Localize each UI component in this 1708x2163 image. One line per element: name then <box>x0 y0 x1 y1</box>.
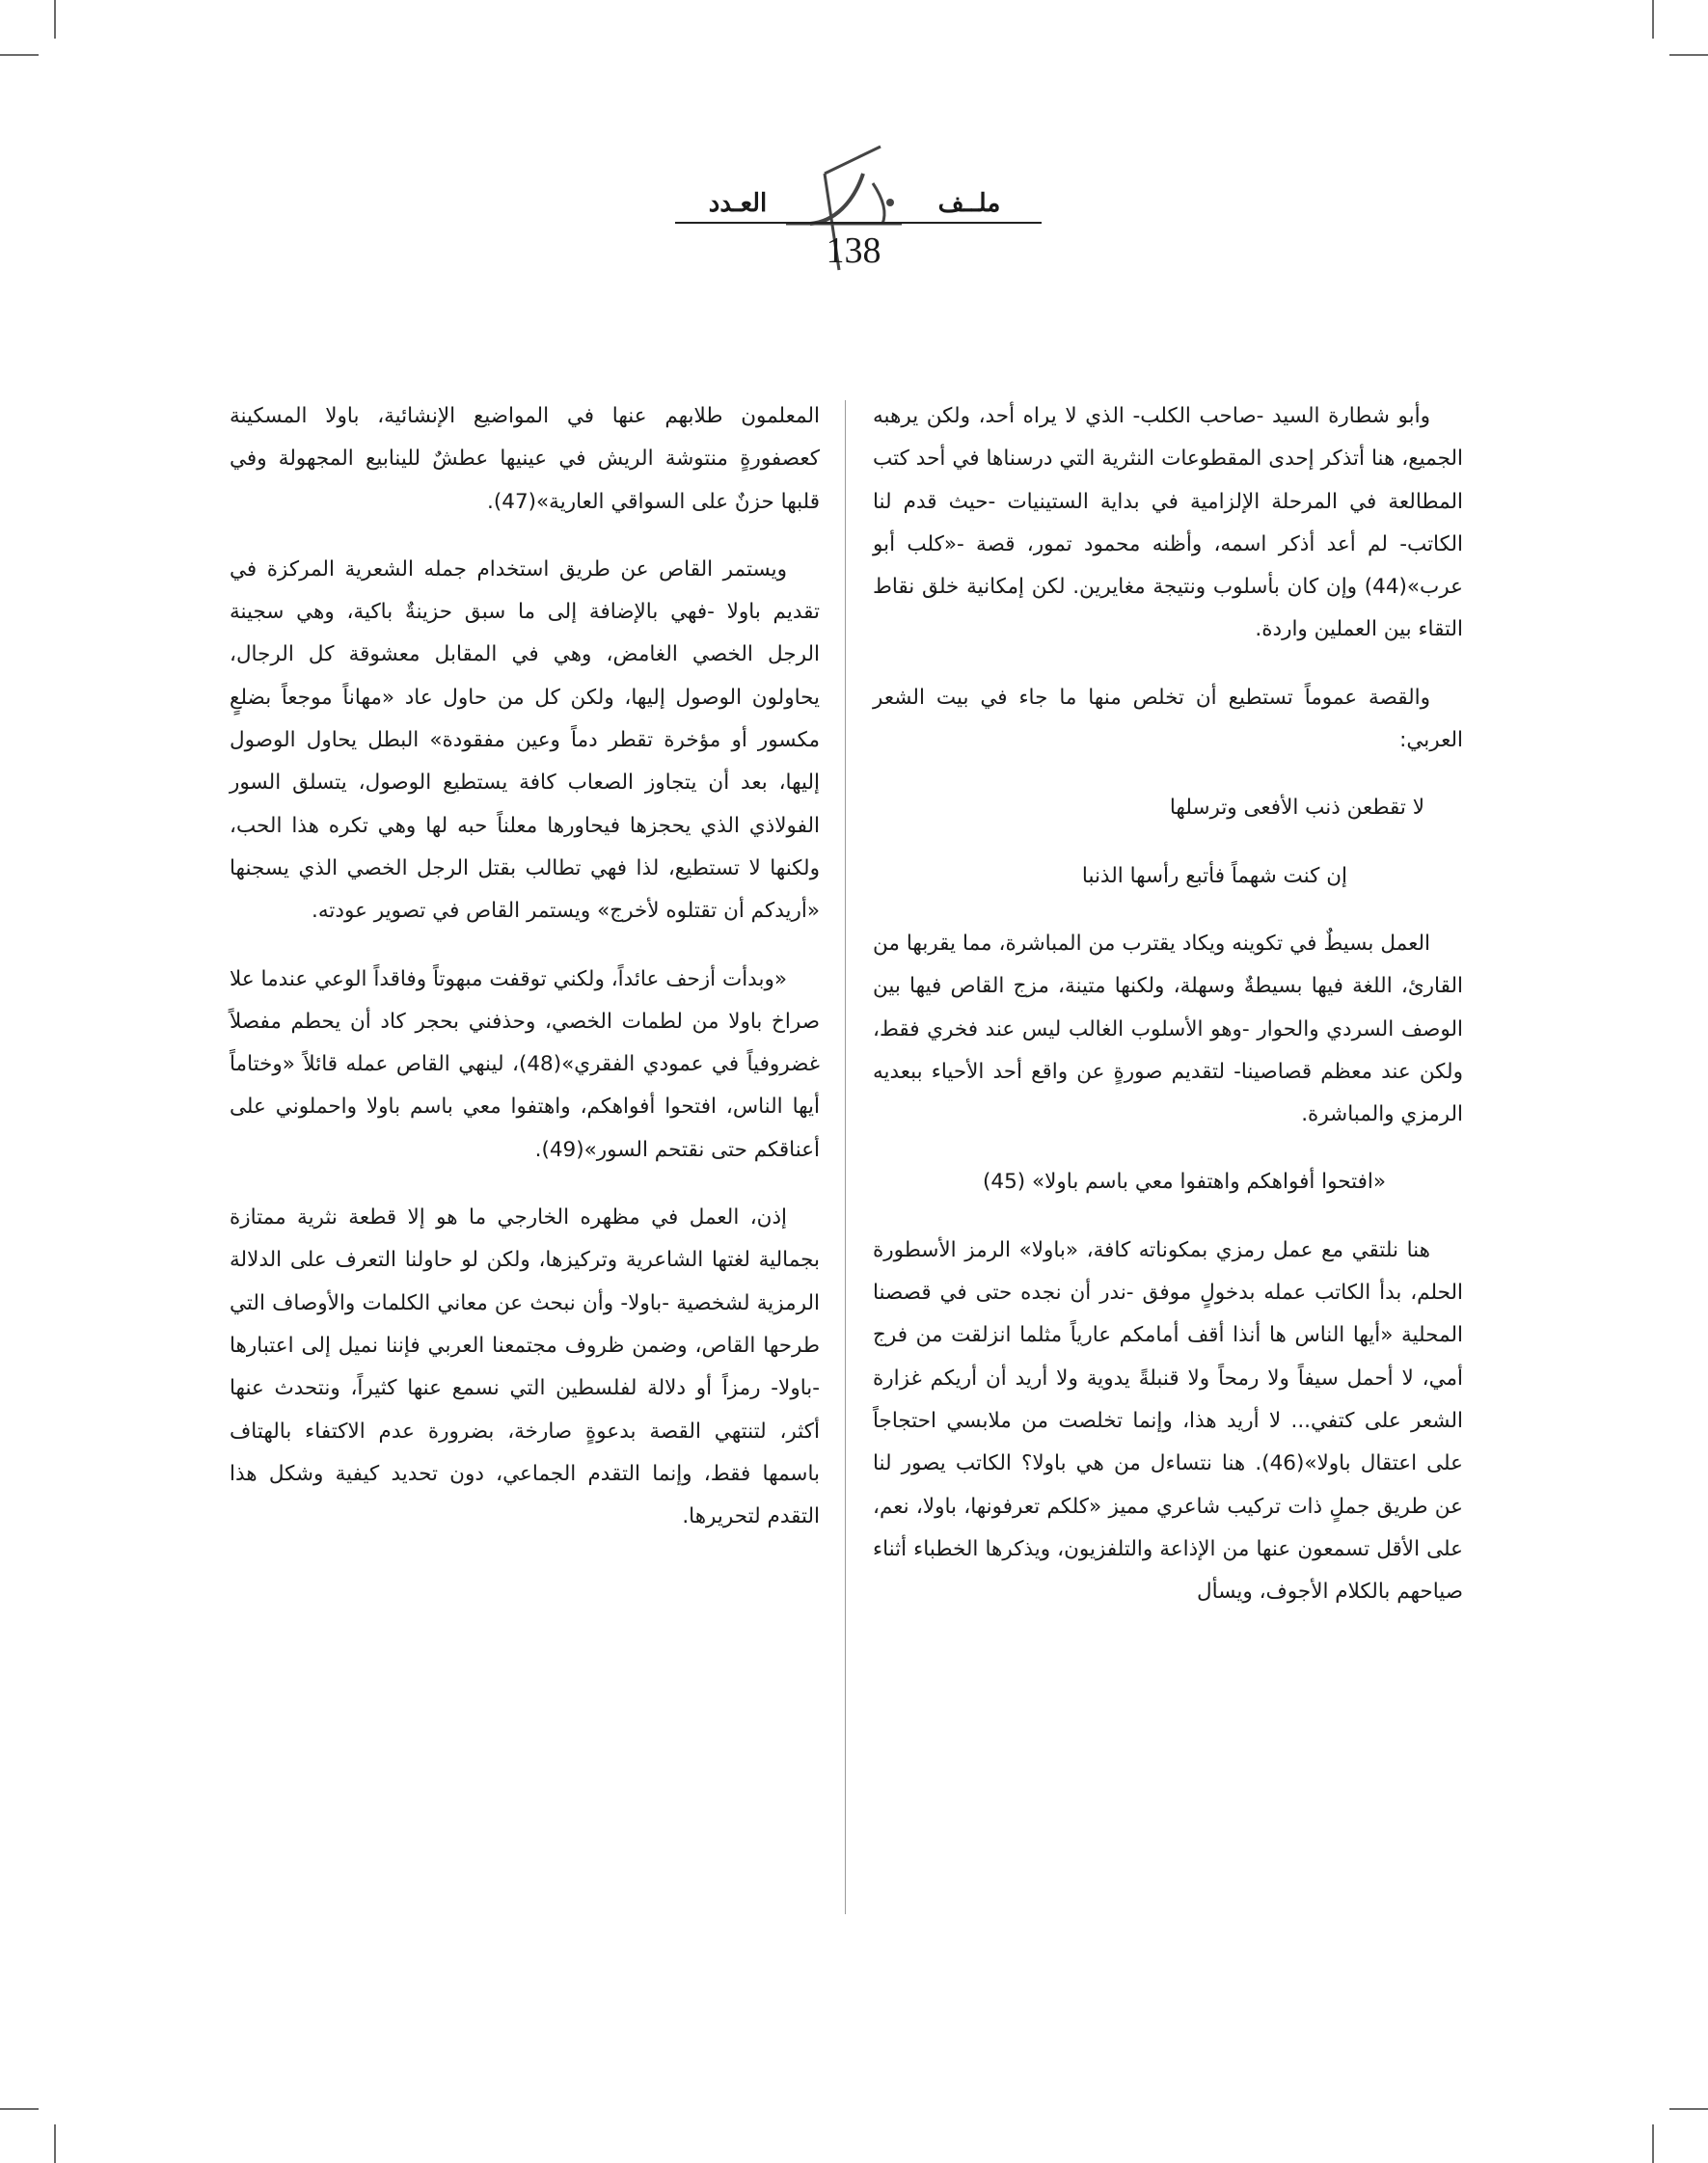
page-header <box>0 0 1708 289</box>
header-rule <box>675 222 1042 224</box>
paragraph: المعلمون طلابهم عنها في المواضيع الإنشائية، باولا المسكينة كعصفورةٍ منتوشة الريش في عينيها عطشٌ للينابيع المجهولة وفي قلبها حزنٌ على السواقي العارية»(47). <box>230 404 820 514</box>
header-issue-label: العـدد <box>708 189 768 218</box>
crop-mark-bottom-left <box>54 2124 56 2163</box>
paragraph: والقصة عموماً تستطيع أن تخلص منها ما جاء في بيت الشعر العربي: <box>873 685 1463 753</box>
crop-mark-bottom-right <box>1652 2124 1654 2163</box>
verse-line: لا تقطعن ذنب الأفعى وترسلها <box>1169 796 1424 821</box>
paragraph: العمل بسيطٌ في تكوينه ويكاد يقترب من المباشرة، مما يقربها من القارئ، اللغة فيها بسيطةٌ وسهلة، ولكنها متينة، مزج القاص فيها بين الوصف السردي والحوار -وهو الأسلوب الغالب ليس عند فخري فقط، ولكن عند معظم قصاصينا- لتقديم صورةٍ عن واقع أحد الأحياء ببعديه الرمزي والمباشرة. <box>873 931 1463 1127</box>
verse-line: إن كنت شهماً فأتبع رأسها الذنبا <box>1081 863 1347 888</box>
paragraph: ويستمر القاص عن طريق استخدام جمله الشعرية المركزة في تقديم باولا -فهي بالإضافة إلى ما سبق حزينةٌ باكية، وهي سجينة الرجل الخصي الغامض، وهي في المقابل معشوقة كل الرجال، يحاولون الوصول إليها، ولكن كل من حاول عاد «مهاناً موجعاً بضلعٍ مكسور أو مؤخرة تقطر دماً وعين مفقودة» البطل يحاول الوصول إليها، بعد أن يتجاوز الصعاب كافة يستطيع الوصول، يتسلق السور الفولاذي الذي يحجزها فيحاورها معلناً حبه لها وهي تكره هذا الحب، ولكنها لا تستطيع، لذا فهي تطالب بقتل الرجل الخصي الذي يسجنها «أريدكم أن تقتلوه لأخرج» ويستمر القاص في تصوير عودته. <box>230 556 820 924</box>
crop-mark-bottom-right-h <box>1669 2108 1708 2110</box>
paragraph: «وبدأت أزحف عائداً، ولكني توقفت مبهوتاً وفاقداً الوعي عندما علا صراخ باولا من لطمات الخصي، وحذفني بحجر كاد أن يحطم مفصلاً غضروفياً في عمودي الفقري»(48)، لينهي القاص عمله قائلاً «وختاماً أيها الناس، افتحوا أفواهكم، واهتفوا معي باسم باولا واحملوني على أعناقكم حتى نقتحم السور»(49). <box>230 966 820 1162</box>
crop-mark-bottom-left-h <box>0 2108 39 2110</box>
page-number: 138 <box>826 230 881 271</box>
paragraph: هنا نلتقي مع عمل رمزي بمكوناته كافة، «باولا» الرمز الأسطورة الحلم، بدأ الكاتب عمله بدخولٍ موفق -ندر أن نجده حتى في قصصنا المحلية «أيها الناس ها أنذا أقف أمامكم عارياً مثلما انزلقت من فرج أمي، لا أحمل سيفاً ولا رمحاً ولا قنبلةً يدوية ولا أريد أن أريكم غزارة الشعر على كتفي... لا أريد هذا، وإنما تخلصت من ملابسي احتجاجاً على اعتقال باولا»(46). هنا نتساءل من هي باولا؟ الكاتب يصور لنا عن طريق جملٍ ذات تركيب شاعري مميز «كلكم تعرفونها، باولا، نعم، على الأقل تسمعون عنها من الإذاعة والتلفزيون، ويذكرها الخطباء أثناء صياحهم بالكلام الأجوف، ويسأل <box>873 1237 1463 1605</box>
column-divider <box>845 400 846 1914</box>
text-column-right <box>873 395 1463 1638</box>
block-quote: «افتحوا أفواهكم واهتفوا معي باسم باولا» (45) <box>983 1170 1386 1195</box>
paragraph: إذن، العمل في مظهره الخارجي ما هو إلا قطعة نثرية ممتازة بجمالية لغتها الشاعرية وتركيزها، ولكن لو حاولنا التعرف على الدلالة الرمزية لشخصية -باولا- وأن نبحث عن معاني الكلمات والأوصاف التي طرحها القاص، وضمن ظروف مجتمعنا العربي فإننا نميل إلى اعتبارها -باولا- رمزاً أو دلالة لفلسطين التي نسمع عنها كثيراً، ونتحدث عنها أكثر، لتنتهي القصة بدعوةٍ صارخة، بضرورة عدم الاكتفاء بالهتاف باسمها فقط، وإنما التقدم الجماعي، دون تحديد كيفية وشكل هذا التقدم لتحريرها. <box>230 1205 820 1529</box>
text-column-left <box>230 395 820 1563</box>
header-section-label: ملــف <box>937 189 1001 218</box>
paragraph: وأبو شطارة السيد -صاحب الكلب- الذي لا يراه أحد، ولكن يرهبه الجميع، هنا أتذكر إحدى المقطوعات النثرية التي درسناها في أحد كتب المطالعة في المرحلة الإلزامية في بداية الستينيات -حيث قدم لنا الكاتب- لم أعد أذكر اسمه، وأظنه محمود تمور، قصة -«كلب أبو عرب»(44) وإن كان بأسلوب ونتيجة مغايرين. لكن إمكانية خلق نقاط التقاء بين العملين واردة. <box>873 404 1463 642</box>
